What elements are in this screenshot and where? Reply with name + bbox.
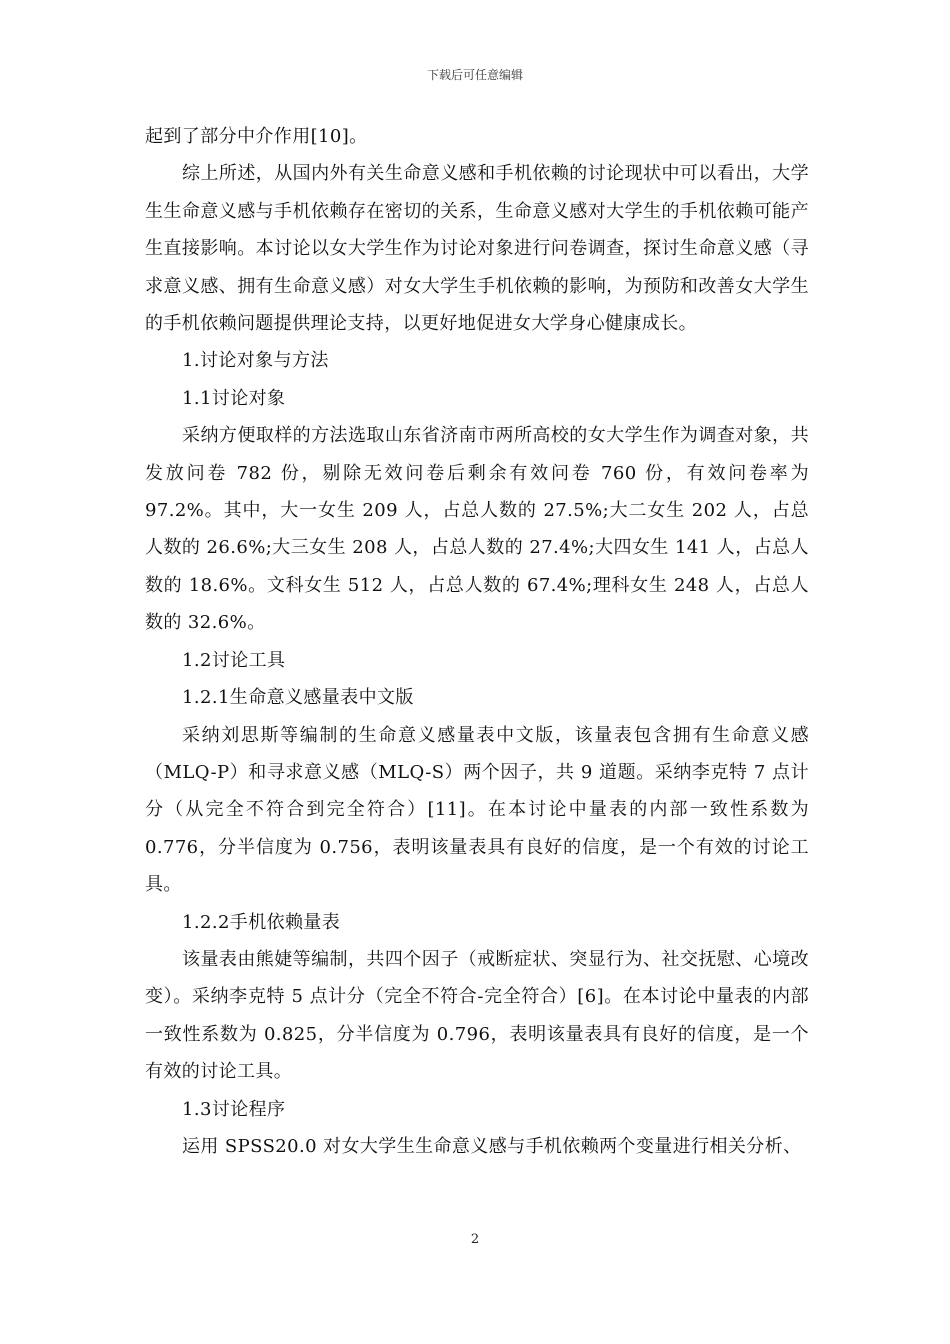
- subsubsection-heading: 1.2.2手机依赖量表: [182, 911, 341, 933]
- paragraph: 采纳刘思斯等编制的生命意义感量表中文版，该量表包含拥有生命意义感（MLQ-P）和寻求意义感（MLQ-S）两个因子，共 9 道题。采纳李克特 7 点计分（从完全不符合到完全符合）[11]。在本讨论中量表的内部一致性系数为 0.776，分半信度为 0.756，表明该量表具有良好的信度，是一个有效的讨论工具。: [145, 724, 809, 896]
- subsubsection-heading: 1.2.1生命意义感量表中文版: [182, 687, 414, 709]
- document-body: [145, 118, 809, 1165]
- subsection-heading: 1.3讨论程序: [182, 1098, 286, 1120]
- paragraph: 采纳方便取样的方法选取山东省济南市两所高校的女大学生作为调查对象，共发放问卷 782 份，剔除无效问卷后剩余有效问卷 760 份，有效问卷率为 97.2%。其中，大一女生 209 人，占总人数的 27.5%;大二女生 202 人，占总人数的 26.6%;大三女生 208 人，占总人数的 27.4%;大四女生 141 人，占总人数的 18.6%。文科女生 512 人，占总人数的 67.4%;理科女生 248 人，占总人数的 32.6%。: [145, 425, 809, 634]
- subsection-heading: 1.2讨论工具: [182, 649, 286, 671]
- paragraph: 运用 SPSS20.0 对女大学生生命意义感与手机依赖两个变量进行相关分析、: [182, 1135, 802, 1157]
- subsection-heading: 1.1讨论对象: [182, 387, 286, 409]
- paragraph: 综上所述，从国内外有关生命意义感和手机依赖的讨论现状中可以看出，大学生生命意义感与手机依赖存在密切的关系，生命意义感对大学生的手机依赖可能产生直接影响。本讨论以女大学生作为讨论对象进行问卷调查，探讨生命意义感（寻求意义感、拥有生命意义感）对女大学生手机依赖的影响，为预防和改善女大学生的手机依赖问题提供理论支持，以更好地促进女大学身心健康成长。: [145, 163, 809, 335]
- paragraph: 该量表由熊婕等编制，共四个因子（戒断症状、突显行为、社交抚慰、心境改变）。采纳李克特 5 点计分（完全不符合-完全符合）[6]。在本讨论中量表的内部一致性系数为 0.825，分半信度为 0.796，表明该量表具有良好的信度，是一个有效的讨论工具。: [145, 948, 809, 1083]
- section-heading: 1.讨论对象与方法: [182, 350, 329, 372]
- page-header: 下载后可任意编辑: [426, 68, 523, 82]
- page-number: 2: [470, 1232, 480, 1247]
- paragraph: 起到了部分中介作用[10]。: [145, 126, 368, 147]
